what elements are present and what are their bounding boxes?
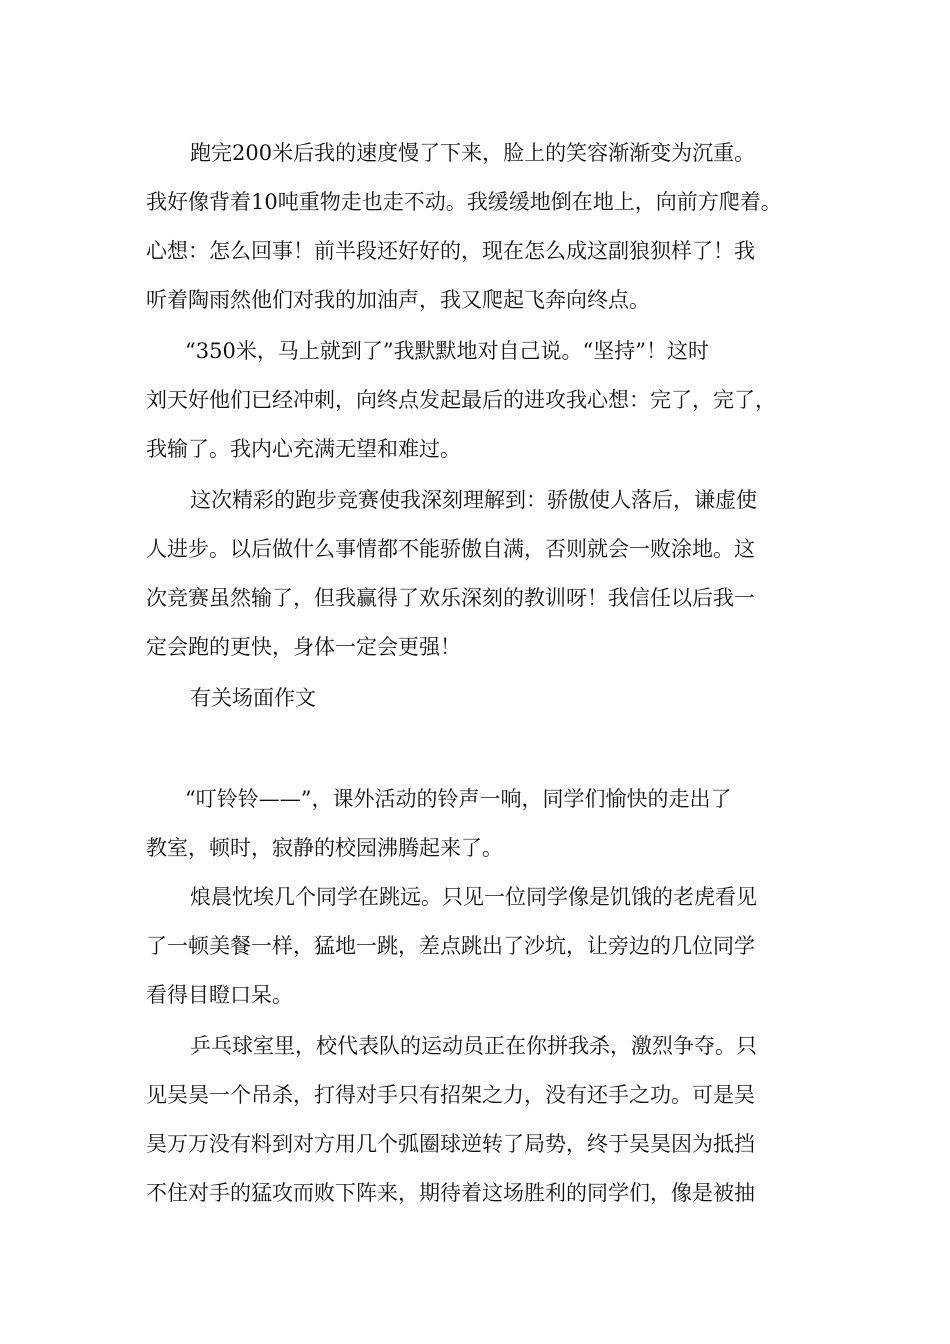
paragraph-3-line-2: 人进步。以后做什么事情都不能骄傲自满，否则就会一败涂地。这 bbox=[146, 537, 755, 561]
paragraph-6-line-3: 看得目瞪口呆。 bbox=[146, 983, 293, 1007]
paragraph-6-line-2: 了一顿美餐一样，猛地一跳，差点跳出了沙坑，让旁边的几位同学 bbox=[146, 934, 755, 958]
paragraph-7-line-4: 不住对手的猛攻而败下阵来，期待着这场胜利的同学们，像是被抽 bbox=[146, 1181, 755, 1205]
paragraph-7-line-1: 乒乓球室里，校代表队的运动员正在你拼我杀，激烈争夺。只 bbox=[190, 1034, 757, 1058]
paragraph-7-line-2: 见吴昊一个吊杀，打得对手只有招架之力，没有还手之功。可是吴 bbox=[146, 1083, 755, 1107]
paragraph-2-line-2: 刘天好他们已经冲刺，向终点发起最后的进攻我心想：完了，完了， bbox=[146, 388, 776, 412]
paragraph-7-line-3: 昊万万没有料到对方用几个弧圈球逆转了局势，终于吴昊因为抵挡 bbox=[146, 1132, 755, 1156]
paragraph-1-line-2: 我好像背着10吨重物走也走不动。我缓缓地倒在地上，向前方爬着。 bbox=[146, 190, 782, 214]
paragraph-3-line-1: 这次精彩的跑步竞赛使我深刻理解到：骄傲使人落后，谦虚使 bbox=[190, 488, 757, 512]
paragraph-1-line-1: 跑完200米后我的速度慢了下来，脸上的笑容渐渐变为沉重。 bbox=[190, 141, 756, 165]
paragraph-1-line-4: 听着陶雨然他们对我的加油声，我又爬起飞奔向终点。 bbox=[146, 288, 650, 312]
section-heading: 有关场面作文 bbox=[190, 686, 316, 710]
paragraph-6-line-1: 烺晨忱埃几个同学在跳远。只见一位同学像是饥饿的老虎看见 bbox=[190, 885, 757, 909]
paragraph-5-line-2: 教室，顿时，寂静的校园沸腾起来了。 bbox=[146, 836, 503, 860]
paragraph-1-line-3: 心想：怎么回事！前半段还好好的，现在怎么成这副狼狈样了！我 bbox=[146, 239, 755, 263]
paragraph-3-line-4: 定会跑的更快，身体一定会更强！ bbox=[146, 635, 461, 659]
paragraph-2-line-3: 我输了。我内心充满无望和难过。 bbox=[146, 437, 461, 461]
paragraph-5-line-1: “叮铃铃——”，课外活动的铃声一响，同学们愉快的走出了 bbox=[185, 787, 732, 811]
paragraph-2-line-1: “350米，马上就到了”我默默地对自己说。“坚持”！这时 bbox=[185, 339, 710, 363]
paragraph-3-line-3: 次竞赛虽然输了，但我赢得了欢乐深刻的教训呀！我信任以后我一 bbox=[146, 586, 755, 610]
